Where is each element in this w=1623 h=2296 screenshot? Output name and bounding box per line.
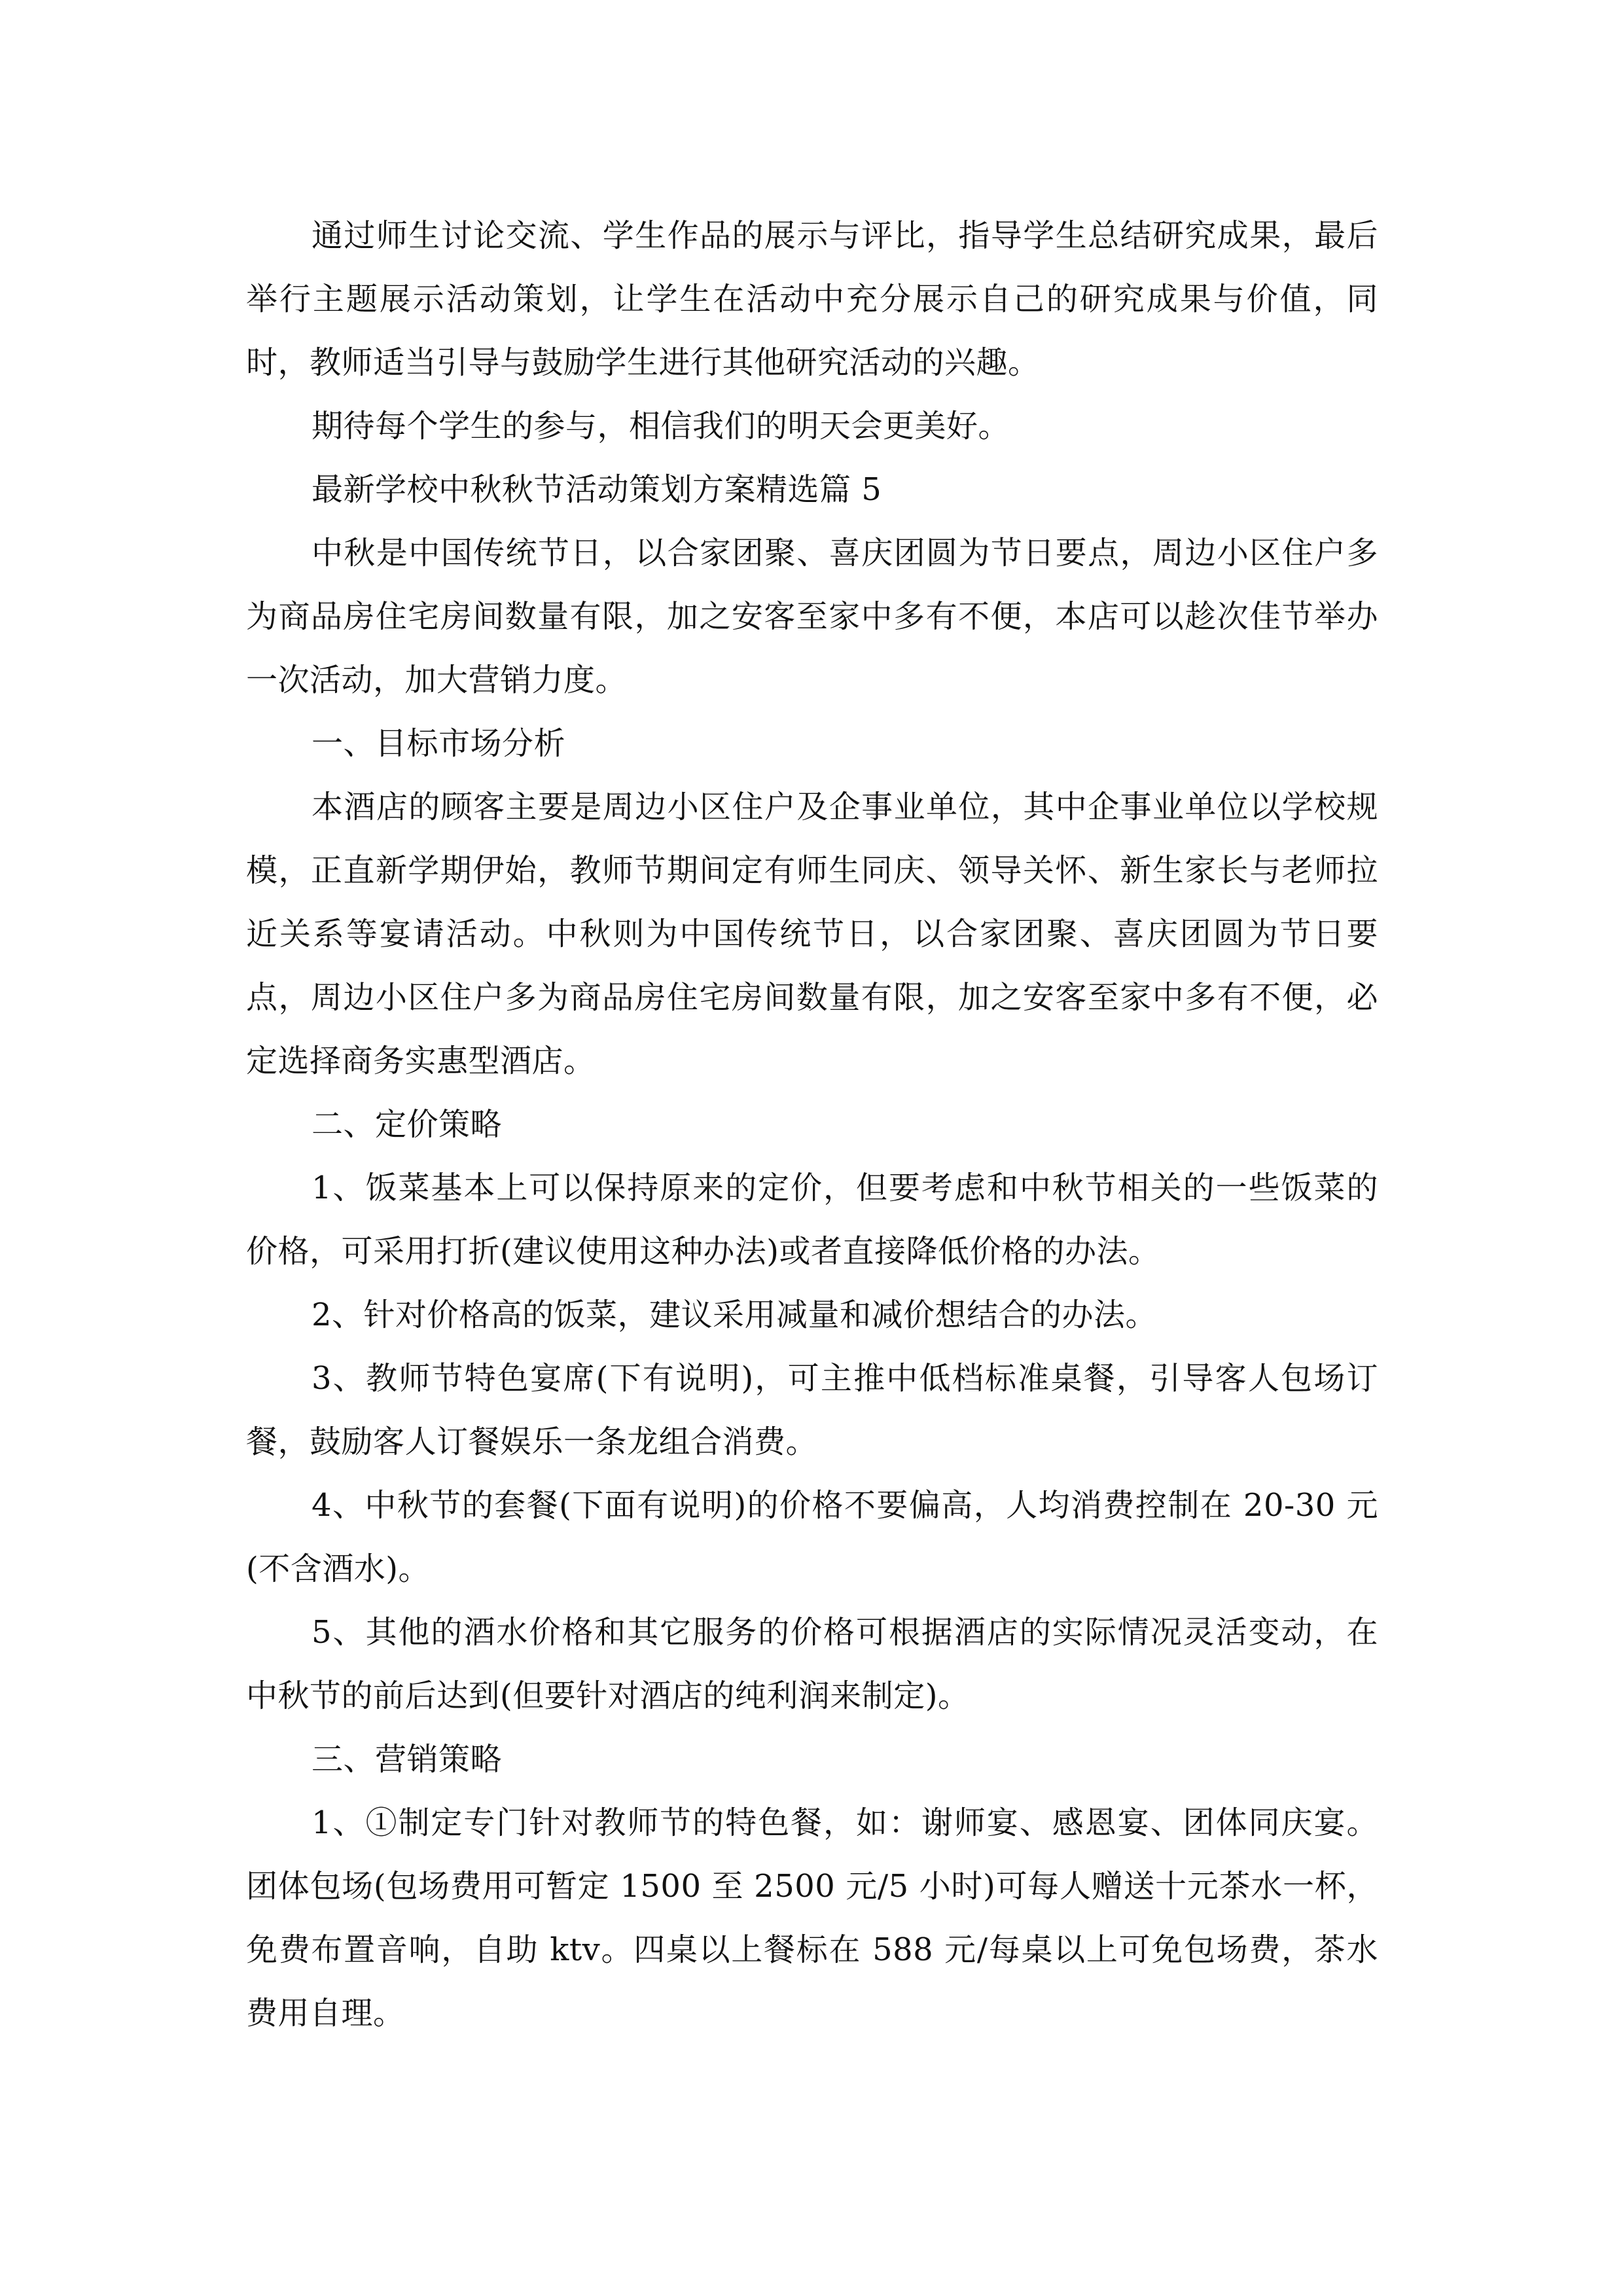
- marketing-item-1: 1、①制定专门针对教师节的特色餐，如：谢师宴、感恩宴、团体同庆宴。团体包场(包场费用可暂定 1500 至 2500 元/5 小时)可每人赠送十元茶水一杯，免费布置音响，自助 ktv。四桌以上餐标在 588 元/每桌以上可免包场费，茶水费用自理。: [246, 1804, 1378, 2032]
- paragraph-closing: 期待每个学生的参与，相信我们的明天会更美好。: [312, 408, 1010, 444]
- paragraph-summary: 通过师生讨论交流、学生作品的展示与评比，指导学生总结研究成果，最后举行主题展示活动策划，让学生在活动中充分展示自己的研究成果与价值，同时，教师适当引导与鼓励学生进行其他研究活动的兴趣。: [246, 217, 1378, 381]
- pricing-item-2: 2、针对价格高的饭菜，建议采用减量和减价想结合的办法。: [312, 1297, 1158, 1333]
- paragraph-market-analysis: 本酒店的顾客主要是周边小区住户及企事业单位，其中企事业单位以学校规模，正直新学期伊始，教师节期间定有师生同庆、领导关怀、新生家长与老师拉近关系等宴请活动。中秋则为中国传统节日，以合家团聚、喜庆团圆为节日要点，周边小区住户多为商品房住宅房间数量有限，加之安客至家中多有不便，必定选择商务实惠型酒店。: [246, 789, 1378, 1079]
- paragraph-intro: 中秋是中国传统节日，以合家团聚、喜庆团圆为节日要点，周边小区住户多为商品房住宅房间数量有限，加之安客至家中多有不便，本店可以趁次佳节举办一次活动，加大营销力度。: [246, 535, 1378, 698]
- pricing-item-5: 5、其他的酒水价格和其它服务的价格可根据酒店的实际情况灵活变动，在中秋节的前后达到(但要针对酒店的纯利润来制定)。: [246, 1614, 1378, 1714]
- pricing-item-4: 4、中秋节的套餐(下面有说明)的价格不要偏高，人均消费控制在 20-30 元(不含酒水)。: [246, 1487, 1378, 1587]
- heading-market-analysis: 一、目标市场分析: [312, 725, 566, 762]
- heading-marketing-strategy: 三、营销策略: [312, 1741, 503, 1778]
- pricing-item-1: 1、饭菜基本上可以保持原来的定价，但要考虑和中秋节相关的一些饭菜的价格，可采用打折(建议使用这种办法)或者直接降低价格的办法。: [246, 1170, 1378, 1270]
- pricing-item-3: 3、教师节特色宴席(下有说明)，可主推中低档标准桌餐，引导客人包场订餐，鼓励客人订餐娱乐一条龙组合消费。: [246, 1360, 1378, 1460]
- document-body: [246, 204, 1378, 2045]
- section-title: 最新学校中秋秋节活动策划方案精选篇 5: [312, 471, 882, 508]
- heading-pricing-strategy: 二、定价策略: [312, 1106, 503, 1143]
